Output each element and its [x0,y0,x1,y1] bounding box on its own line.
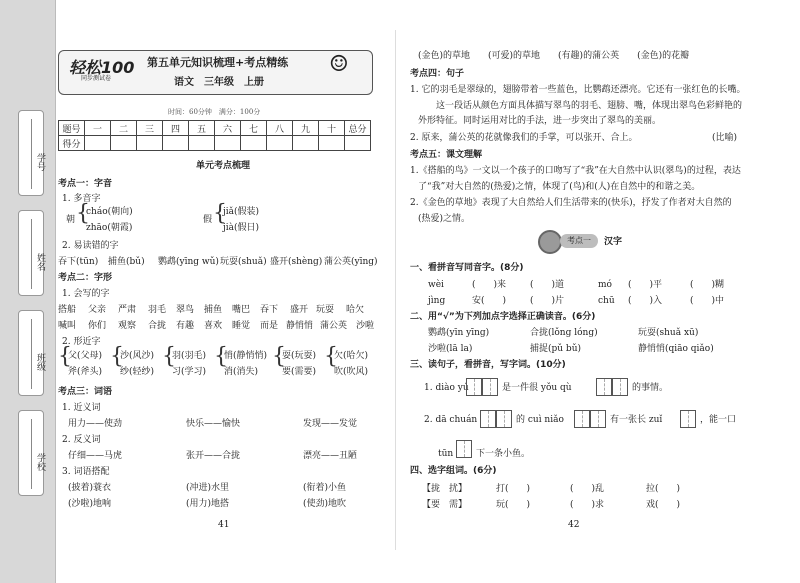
antonym-pair: 仔细——马虎 [68,451,123,461]
brace: { [324,344,338,369]
score-header-cell: 题号 [59,121,85,136]
score-cell[interactable] [163,136,189,151]
sentence-2-tag: (比喻) [712,133,738,143]
kp3-heading: 考点三：词语 [58,387,113,397]
polyphone-char: 朝 [66,215,76,225]
writing-box[interactable] [612,378,628,396]
score-cell[interactable] [345,136,371,151]
class-field[interactable] [18,310,44,396]
writing-char: 合拢 [148,321,167,331]
brace: { [76,201,90,226]
kd-title: 汉字 [604,237,623,247]
score-header-cell: 五 [189,121,215,136]
writing-char: 嘴巴 [232,305,251,315]
writing-char: 蒲公英 [320,321,348,331]
q3-pinyin: tūn [438,449,454,459]
similar-char: 习(学习) [172,367,207,377]
score-cell[interactable] [85,136,111,151]
school-label: 学校 [35,453,45,471]
binding-strip [0,0,56,583]
writing-char: 玩耍 [316,305,335,315]
section-title: 单元考点梳理 [196,161,251,171]
sentence-1-analysis: 这一段话从颜色方面具体描写翠鸟的羽毛、翅膀、嘴，体现出翠鸟色彩鲜艳的 [436,101,743,111]
score-header-cell: 一 [85,121,111,136]
q3-text: 下一条小鱼。 [476,449,531,459]
subject-grade: 语文 三年级 上册 [174,77,264,88]
understanding-2: 2.《金色的草地》表现了大自然给人们生活带来的(快乐)，抒发了作者对大自然的 [410,198,732,208]
q3-text: 是一件很 yǒu qù [502,383,572,393]
time-score: 时间：60分钟 满分：100分 [168,108,261,116]
easy-misread-item: 蒲公英(yīng) [324,257,378,267]
q3-heading: 三、读句子，看拼音，写字词。(10分) [410,360,566,370]
brace: { [214,344,228,369]
q1-blank[interactable]: ( )平 [628,280,663,290]
score-table [58,120,371,151]
sentence-1-analysis: 外形特征。同时运用对比的手法，进一步突出了翠鸟的美丽。 [418,116,662,126]
kp4-heading: 考点四：句子 [410,69,465,79]
kp2-heading: 考点二：字形 [58,273,113,283]
q1-pinyin: chū [598,296,615,306]
writing-char: 有趣 [176,321,195,331]
collocation: (衔着)小鱼 [303,483,347,493]
easy-misread-item: 鹦鹉(yīng wǔ) [158,257,219,267]
polyphone-char: 假 [203,215,213,225]
synonym-pair: 用力——使劲 [68,419,123,429]
similar-char: 纱(轻纱) [120,367,155,377]
q4-heading: 四、选字组词。(6分) [410,466,497,476]
q3-text: 的 cuì niǎo [516,415,564,425]
similar-char: 父(父母) [68,351,103,361]
q2-heading: 二、用“√”为下列加点字选择正确读音。(6分) [410,312,596,322]
brand-logo: 轻松100 [69,58,135,77]
score-header-cell: 四 [163,121,189,136]
q1-blank[interactable]: ( )糊 [690,280,725,290]
understanding-1: 了“我”对大自然的(热爱)之情，体现了(鸟)和(人)在自然中的和谐之美。 [418,182,701,192]
score-header-cell: 八 [267,121,293,136]
collocation: (披着)蓑衣 [68,483,112,493]
synonym-pair: 快乐——愉快 [186,419,241,429]
easy-misread-item: 捕鱼(bǔ) [108,257,145,267]
page-divider [395,30,396,550]
q1-pinyin: mó [598,280,612,290]
writing-char: 吞下 [260,305,279,315]
similar-char: 吹(吹风) [334,367,369,377]
score-cell[interactable] [241,136,267,151]
q4-blank[interactable]: 玩( ) [496,500,531,510]
similar-char: 悄(静悄悄) [224,351,268,361]
kp2-sub1: 1. 会写的字 [62,289,110,299]
q4-choice: 【拢 扰】 [422,484,468,494]
score-cell[interactable] [189,136,215,151]
easy-misread-item: 玩耍(shuǎ) [220,257,267,267]
writing-box[interactable] [680,410,696,428]
writing-box[interactable] [590,410,606,428]
q2-option[interactable]: 合拢(lǒng lóng) [530,328,598,338]
writing-char: 你们 [88,321,107,331]
q2-option[interactable]: 沙啦(lā la) [428,344,473,354]
kp1-heading: 考点一：字音 [58,179,113,189]
similar-char: 羽(羽毛) [172,351,207,361]
synonym-pair: 发现——发觉 [303,419,358,429]
q2-option[interactable]: 捕捉(pǔ bǔ) [530,344,581,354]
score-header-cell: 六 [215,121,241,136]
understanding-2: (热爱)之情。 [418,214,471,224]
q1-pinyin: wèi [428,280,444,290]
brand-logo-sub: 同步测试卷 [81,75,112,82]
score-cell[interactable] [215,136,241,151]
score-cell[interactable] [137,136,163,151]
q3-text: 有一张长 zuǐ [610,415,663,425]
score-header-row [59,121,371,136]
q4-blank[interactable]: ( )求 [570,500,605,510]
writing-box[interactable] [480,410,496,428]
score-cell[interactable] [293,136,319,151]
q4-blank[interactable]: 打( ) [496,484,531,494]
score-header-cell: 九 [293,121,319,136]
q2-option[interactable]: 静悄悄(qiāo qiǎo) [638,344,714,354]
writing-char: 静悄悄 [286,321,314,331]
q1-blank[interactable]: ( )中 [690,296,725,306]
similar-char: 耍(玩耍) [282,351,317,361]
similar-char: 斧(斧头) [68,367,103,377]
kp3-sub1: 1. 近义词 [62,403,101,413]
brace: { [110,344,124,369]
page-number: 42 [568,520,580,530]
q1-blank[interactable]: ( )来 [472,280,507,290]
q1-blank[interactable]: ( )片 [530,296,565,306]
name-field[interactable] [18,210,44,296]
writing-char: 捕鱼 [204,305,223,315]
writing-char: 搭船 [58,305,77,315]
antonym-pair: 张开——合拢 [186,451,241,461]
kp5-heading: 考点五：课文理解 [410,150,483,160]
writing-char: 沙啦 [356,321,375,331]
score-header-cell: 七 [241,121,267,136]
sentence-2: 2. 原来，蒲公英的花就像我们的手掌，可以张开、合上。 [410,133,638,143]
left-page [58,0,393,583]
score-header-cell: 三 [137,121,163,136]
collocation: (用力)地搭 [186,499,230,509]
student-cartoon-icon: ☺ [329,52,349,77]
polyphone-reading: zhāo(朝霞) [86,223,133,233]
unit-title: 第五单元知识梳理+考点精练 [147,56,289,69]
writing-box[interactable] [496,410,512,428]
brace: { [272,344,286,369]
school-field[interactable] [18,410,44,496]
polyphone-reading: jiǎ(假装) [223,207,260,217]
collocation: (使劲)地吹 [303,499,347,509]
brace: { [213,201,227,226]
name-label: 姓名 [35,253,45,271]
kp3-sub3: 3. 词语搭配 [62,467,110,477]
right-page [410,0,770,583]
similar-char: 消(消失) [224,367,259,377]
similar-char: 欠(哈欠) [334,351,369,361]
q2-option[interactable]: 鹦鹉(yīn yīng) [428,328,490,338]
collocation-line: (金色)的草地 (可爱)的草地 (有趣)的蒲公英 (金色)的花瓣 [418,51,690,61]
kd-badge: 考点一 [560,234,598,248]
q1-blank[interactable]: ( )入 [628,296,663,306]
student-id-field[interactable] [18,110,44,196]
kp1-sub1: 1. 多音字 [62,194,101,204]
polyphone-reading: cháo(朝向) [86,207,133,217]
q4-blank[interactable]: ( )乱 [570,484,605,494]
class-label: 班级 [35,353,45,371]
writing-box[interactable] [574,410,590,428]
writing-box[interactable] [482,378,498,396]
writing-box[interactable] [466,378,482,396]
similar-char: 要(需要) [282,367,317,377]
writing-box[interactable] [456,440,472,458]
writing-char: 盛开 [290,305,309,315]
writing-char: 哈欠 [346,305,365,315]
q1-blank[interactable]: 安( ) [472,296,507,306]
antonym-pair: 漂亮——丑陋 [303,451,358,461]
similar-char: 沙(风沙) [120,351,155,361]
q3-pinyin: 2. dā chuán [424,415,478,425]
writing-char: 喊叫 [58,321,77,331]
writing-char: 翠鸟 [176,305,195,315]
mascot-icon [538,230,562,254]
kp3-sub2: 2. 反义词 [62,435,101,445]
q2-option[interactable]: 玩耍(shuǎ xū) [638,328,699,338]
header-banner [58,50,373,95]
writing-char: 睡觉 [232,321,251,331]
brace: { [58,344,72,369]
student-id-label: 学号 [35,153,45,171]
writing-char: 观察 [118,321,137,331]
kp2-sub2: 2. 形近字 [62,337,101,347]
score-cell[interactable] [319,136,345,151]
score-header-cell: 十 [319,121,345,136]
q4-blank[interactable]: 戏( ) [646,500,681,510]
brace: { [162,344,176,369]
q1-blank[interactable]: ( )道 [530,280,565,290]
q3-text: ，能一口 [700,415,737,425]
q1-heading: 一、看拼音写同音字。(8分) [410,263,524,273]
q3-pinyin: 1. diào yú [424,383,469,393]
score-row-label: 得分 [59,136,85,151]
q1-pinyin: jìng [428,296,446,306]
polyphone-reading: jià(假日) [223,223,260,233]
score-row [59,136,371,151]
page-number: 41 [218,520,230,530]
easy-misread-item: 盛开(shèng) [270,257,323,267]
writing-box[interactable] [596,378,612,396]
writing-char: 而是 [260,321,279,331]
q4-choice: 【要 需】 [422,500,468,510]
score-cell[interactable] [267,136,293,151]
easy-misread-item: 吞下(tūn) [58,257,99,267]
collocation: (沙啦)地响 [68,499,112,509]
understanding-1: 1.《搭船的鸟》一文以一个孩子的口吻写了“我”在大自然中认识(翠鸟)的过程，表达 [410,166,741,176]
writing-char: 严肃 [118,305,137,315]
score-cell[interactable] [111,136,137,151]
collocation: (冲进)水里 [186,483,230,493]
score-header-cell: 二 [111,121,137,136]
writing-char: 喜欢 [204,321,223,331]
sentence-1: 1. 它的羽毛是翠绿的，翅膀带着一些蓝色，比鹦鹉还漂亮。它还有一张红色的长嘴。 [410,85,746,95]
q3-text: 的事情。 [632,383,669,393]
writing-char: 羽毛 [148,305,167,315]
writing-char: 父亲 [88,305,107,315]
kp1-sub2: 2. 易读错的字 [62,241,119,251]
score-header-cell: 总分 [345,121,371,136]
q4-blank[interactable]: 拉( ) [646,484,681,494]
